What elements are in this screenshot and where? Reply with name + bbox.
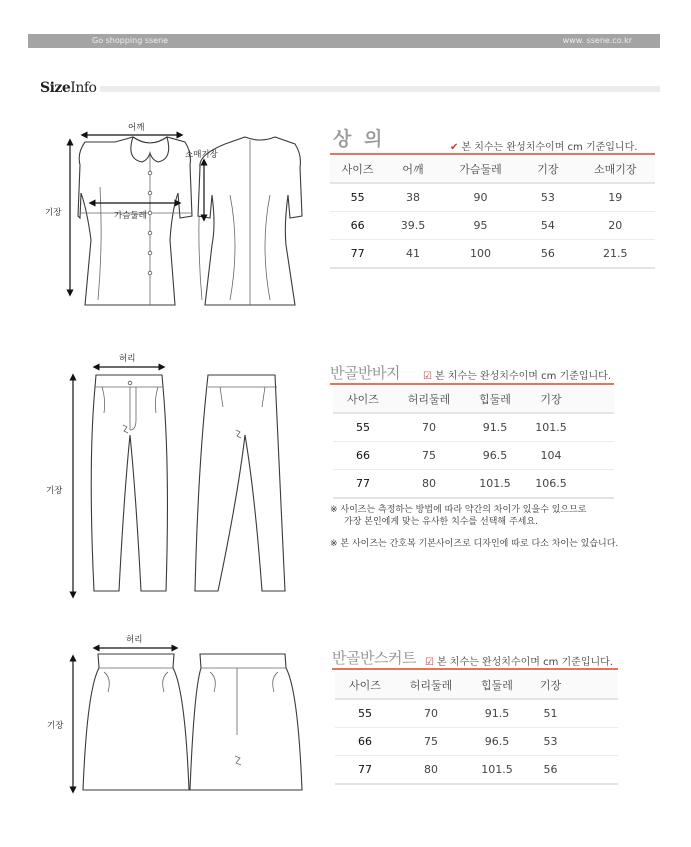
shirt-front-outline <box>78 137 192 305</box>
table-row <box>335 728 618 756</box>
table-row <box>333 442 614 470</box>
col-header: 어깨 <box>385 156 441 183</box>
col-header: 사이즈 <box>335 672 395 699</box>
footnote-design: ※ 본 사이즈는 간호복 기본사이즈로 디자인에 따로 다소 차이는 있습니다. <box>330 539 619 549</box>
skirt-diagram <box>40 630 310 800</box>
skirt-front-outline <box>83 654 189 790</box>
size-info-heading: SizeInfo <box>40 80 97 96</box>
table-row <box>330 240 655 269</box>
pants-accent-line <box>330 383 614 385</box>
sleeve-label: 소매기장 <box>185 150 218 160</box>
table-cell: 106.5 <box>525 470 577 499</box>
pants-front-outline <box>91 375 167 591</box>
table-cell: 101.5 <box>465 470 525 499</box>
table-cell: 55 <box>330 183 385 212</box>
col-header: 사이즈 <box>330 156 385 183</box>
table-cell: 77 <box>333 470 393 499</box>
table-cell: 91.5 <box>465 413 525 442</box>
col-header: 가슴둘레 <box>441 156 520 183</box>
col-header: 사이즈 <box>333 386 393 413</box>
col-header: 허리둘레 <box>395 672 467 699</box>
top-accent-line <box>330 153 655 155</box>
table-cell: 38 <box>385 183 441 212</box>
table-cell: 96.5 <box>465 442 525 470</box>
length-label: 기장 <box>45 208 62 218</box>
waist-label: 허리 <box>119 354 136 364</box>
col-header: 기장 <box>520 156 575 183</box>
pants-note: ☑ 본 치수는 완성치수이며 cm 기준입니다. <box>423 371 612 382</box>
skirt-note: ☑ 본 치수는 완성치수이며 cm 기준입니다. <box>425 657 614 668</box>
heading-rule <box>100 86 660 92</box>
table-row <box>333 470 614 499</box>
shirt-diagram <box>40 115 310 315</box>
pants-title: 반골반바지 <box>330 364 400 382</box>
col-header: 허리둘레 <box>393 386 465 413</box>
top-title: 상 의 <box>333 128 386 150</box>
table-cell: 104 <box>525 442 577 470</box>
table-cell: 95 <box>441 212 520 240</box>
top-banner <box>28 34 660 48</box>
col-header: 기장 <box>527 672 574 699</box>
skirt-title: 반골반스커트 <box>332 649 416 667</box>
chest-label: 가슴둘레 <box>114 211 147 221</box>
table-cell: 90 <box>441 183 520 212</box>
skirt-size-table <box>335 672 618 785</box>
table-cell: 80 <box>395 756 467 785</box>
table-cell: 20 <box>575 212 655 240</box>
table-cell: 51 <box>527 699 574 728</box>
skirt-accent-line <box>332 668 618 670</box>
table-cell: 19 <box>575 183 655 212</box>
col-spacer <box>577 386 614 413</box>
table-row <box>335 756 618 785</box>
table-cell: 41 <box>385 240 441 269</box>
footnote-measure: ※ 사이즈는 측정하는 방법에 따라 약간의 차이가 있을수 있으므로 가장 본인에게 맞는 유사한 치수를 선택해 주세요. <box>330 505 587 527</box>
pants-back-outline <box>195 375 285 591</box>
site-url: www. ssene.co.kr <box>562 36 632 45</box>
table-cell: 56 <box>520 240 575 269</box>
pants-diagram <box>40 345 310 605</box>
table-row <box>333 413 614 442</box>
waist-label: 허리 <box>126 635 143 645</box>
table-cell: 100 <box>441 240 520 269</box>
table-cell: 70 <box>395 699 467 728</box>
table-cell: 75 <box>393 442 465 470</box>
table-cell: 54 <box>520 212 575 240</box>
table-row <box>330 212 655 240</box>
length-label: 기장 <box>47 721 64 731</box>
table-cell: 21.5 <box>575 240 655 269</box>
table-cell: 56 <box>527 756 574 785</box>
table-cell: 91.5 <box>467 699 527 728</box>
table-row <box>330 183 655 212</box>
shop-slogan: Go shopping ssene <box>92 36 169 45</box>
table-cell: 55 <box>335 699 395 728</box>
table-cell: 53 <box>520 183 575 212</box>
table-cell: 80 <box>393 470 465 499</box>
table-cell: 66 <box>333 442 393 470</box>
col-header: 힙둘레 <box>467 672 527 699</box>
pants-size-table <box>333 386 614 499</box>
col-header: 소매기장 <box>575 156 655 183</box>
table-cell: 55 <box>333 413 393 442</box>
skirt-back-outline <box>190 654 302 790</box>
table-cell: 75 <box>395 728 467 756</box>
table-cell: 70 <box>393 413 465 442</box>
table-cell: 77 <box>330 240 385 269</box>
table-cell: 96.5 <box>467 728 527 756</box>
col-spacer <box>574 672 618 699</box>
col-header: 기장 <box>525 386 577 413</box>
table-cell: 101.5 <box>467 756 527 785</box>
top-size-table <box>330 156 655 269</box>
table-cell: 66 <box>335 728 395 756</box>
length-label: 기장 <box>46 486 63 496</box>
col-header: 힙둘레 <box>465 386 525 413</box>
table-row <box>335 699 618 728</box>
table-cell: 39.5 <box>385 212 441 240</box>
table-cell: 101.5 <box>525 413 577 442</box>
shoulder-label: 어깨 <box>128 123 145 133</box>
table-cell: 53 <box>527 728 574 756</box>
table-cell: 66 <box>330 212 385 240</box>
top-note: ✔ 본 치수는 완성치수이며 cm 기준입니다. <box>450 142 638 153</box>
table-cell: 77 <box>335 756 395 785</box>
